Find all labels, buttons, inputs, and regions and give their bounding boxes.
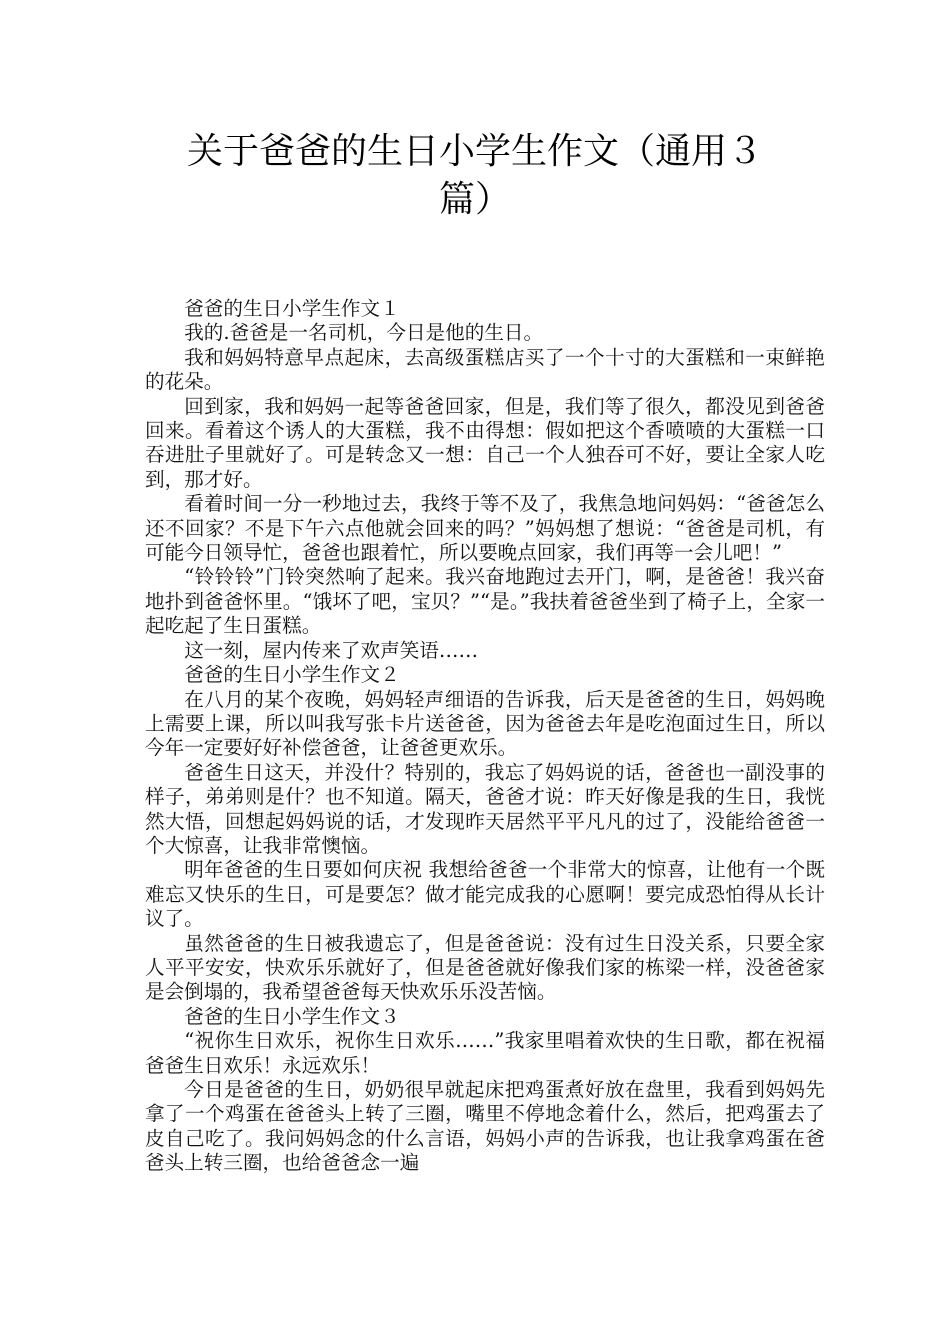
paragraph: “铃铃铃”门铃突然响了起来。我兴奋地跑过去开门，啊，是爸爸！我兴奋地扑到爸爸怀里。“饿坏了吧，宝贝？”“是。”我扶着爸爸坐到了椅子上，全家一起吃起了生日蛋糕。 bbox=[145, 565, 825, 638]
paragraph: 今日是爸爸的生日，奶奶很早就起床把鸡蛋煮好放在盘里，我看到妈妈先拿了一个鸡蛋在爸爸头上转了三圈，嘴里不停地念着什么，然后，把鸡蛋去了皮自己吃了。我问妈妈念的什么言语，妈妈小声的告诉我，也让我拿鸡蛋在爸爸头上转三圈，也给爸爸念一遍 bbox=[145, 1078, 825, 1175]
paragraph: 这一刻，屋内传来了欢声笑语…… bbox=[184, 638, 479, 662]
title-line-2: 篇） bbox=[438, 179, 511, 220]
paragraph: 明年爸爸的生日要如何庆祝 我想给爸爸一个非常大的惊喜，让他有一个既难忘又快乐的生日，可是要怎？做才能完成我的心愿啊！要完成恐怕得从长计议了。 bbox=[145, 858, 825, 931]
section-heading-1: 爸爸的生日小学生作文１ bbox=[184, 297, 400, 320]
paragraph: 回到家，我和妈妈一起等爸爸回家，但是，我们等了很久，都没见到爸爸回来。看着这个诱人的大蛋糕，我不由得想：假如把这个香喷喷的大蛋糕一口吞进肚子里就好了。可是转念又一想：自己一个人独吞可不好，要让全家人吃到，那才好。 bbox=[145, 394, 825, 491]
paragraph: 虽然爸爸的生日被我遗忘了，但是爸爸说：没有过生日没关系，只要全家人平平安安，快欢乐乐就好了，但是爸爸就好像我们家的栋梁一样，没爸爸家是会倒塌的，我希望爸爸每天快欢乐乐没苦恼。 bbox=[145, 931, 825, 1004]
paragraph: “祝你生日欢乐，祝你生日欢乐……”我家里唱着欢快的生日歌，都在祝福爸爸生日欢乐！永远欢乐！ bbox=[145, 1029, 825, 1077]
paragraph: 我和妈妈特意早点起床，去高级蛋糕店买了一个十寸的大蛋糕和一束鲜艳的花朵。 bbox=[145, 345, 825, 394]
title-line-1: 关于爸爸的生日小学生作文（通用３ bbox=[186, 131, 763, 172]
section-heading-3: 爸爸的生日小学生作文３ bbox=[184, 1004, 400, 1028]
paragraph: 在八月的某个夜晚，妈妈轻声细语的告诉我，后天是爸爸的生日，妈妈晚上需要上课，所以叫我写张卡片送爸爸，因为爸爸去年是吃泡面过生日，所以今年一定要好好补偿爸爸，让爸爸更欢乐。 bbox=[145, 687, 825, 760]
document-title bbox=[120, 128, 830, 224]
document-body bbox=[145, 297, 825, 1176]
paragraph: 爸爸生日这天，并没什？特别的，我忘了妈妈说的话，爸爸也一副没事的样子，弟弟则是什？也不知道。隔天，爸爸才说：昨天好像是我的生日，我恍然大悟，回想起妈妈说的话，才发现昨天居然平平凡凡的过了，没能给爸爸一个大惊喜，让我非常懊恼。 bbox=[145, 760, 825, 857]
paragraph: 我的.爸爸是一名司机，今日是他的生日。 bbox=[184, 321, 544, 345]
section-heading-2: 爸爸的生日小学生作文２ bbox=[184, 663, 400, 687]
paragraph: 看着时间一分一秒地过去，我终于等不及了，我焦急地问妈妈：“爸爸怎么还不回家？不是下午六点他就会回来的吗？”妈妈想了想说：“爸爸是司机，有可能今日领导忙，爸爸也跟着忙，所以要晚点回家，我们再等一会儿吧！” bbox=[145, 492, 825, 565]
